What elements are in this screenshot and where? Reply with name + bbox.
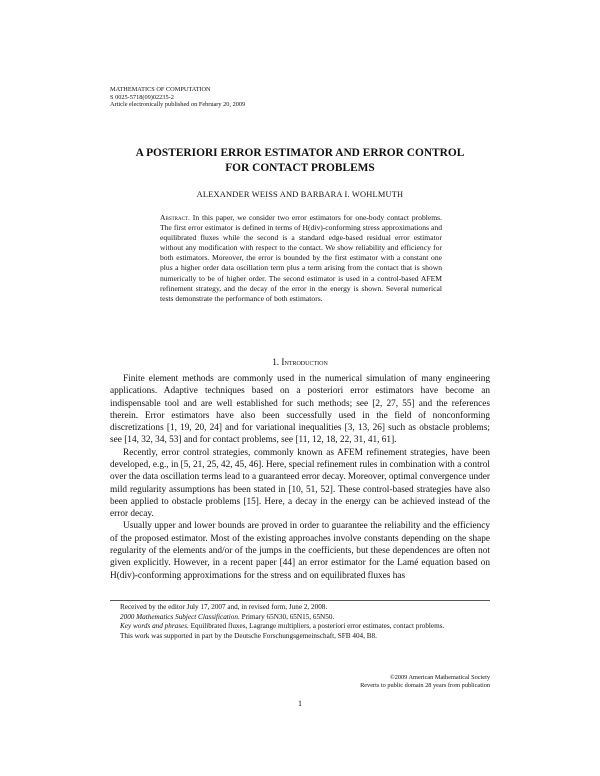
- footnotes: [110, 603, 490, 641]
- abstract-label: Abstract.: [160, 213, 190, 222]
- section-number: 1.: [272, 357, 280, 367]
- footnote-keywords: [110, 622, 490, 632]
- title-line-1: A POSTERIORI ERROR ESTIMATOR AND ERROR CONTROL: [135, 147, 465, 159]
- abstract-text: In this paper, we consider two error estimators for one-body contact problems. The first error estimator is defined in terms of H(div)-conforming stress approximations and equilibrated fluxes while the second is a standard edge-based residual error estimator without any modification with respect to the contact. We show reliability and efficiency for both estimators. Moreover, the error is bounded by the first estimator with a constant one plus a higher order data oscillation term plus a term arising from the contact that is shown numerically to be of higher order. The second estimator is used in a control-based AFEM refinement strategy, and the decay of the error in the energy is shown. Several numerical tests demonstrate the performance of both estimators.: [160, 213, 442, 303]
- paper-title: [110, 146, 490, 176]
- paragraph: Usually upper and lower bounds are proved in order to guarantee the reliability and the efficiency of the proposed estimator. Most of the existing approaches involve constants depending on the shape regularity of the elements and/or of the jumps in the coefficients, but these dependences are often not given explicitly. However, in a recent paper [44] an error estimator for the Lamé equation based on H(div)-conforming approximations for the stress and on equilibrated fluxes has: [110, 521, 490, 581]
- page-number: 1: [298, 699, 302, 708]
- journal-name: MATHEMATICS OF COMPUTATION: [110, 86, 211, 93]
- keywords-label: Key words and phrases.: [120, 622, 189, 631]
- title-line-2: FOR CONTACT PROBLEMS: [225, 162, 375, 174]
- footnote-divider: [110, 600, 490, 601]
- issn: S 0025-5718(09)02235-2: [110, 93, 174, 101]
- footnote-support: This work was supported in part by the Deutsche Forschungsgemeinschaft, SFB 404, B8.: [120, 631, 377, 640]
- publication-date: Article electronically published on February 20, 2009: [110, 101, 246, 109]
- copyright-line-2: Reverts to public domain 28 years from publication: [360, 681, 490, 689]
- abstract: [160, 213, 442, 304]
- section-heading: [110, 357, 490, 367]
- body-text: [110, 373, 490, 582]
- msc-label: 2000 Mathematics Subject Classification.: [120, 612, 240, 621]
- paragraph: Finite element methods are commonly used in the numerical simulation of many engineering applications. Adaptive techniques based on a posteriori error estimators have become an indispensable tool and are well established for such methods; see [2, 27, 55] and the references therein. Error estimators have also been successfully used in the field of nonconforming discretizations [1, 19, 20, 24] and for variational inequalities [3, 13, 26] such as obstacle problems; see [14, 32, 34, 53] and for contact problems, see [11, 12, 18, 22, 31, 41, 61].: [110, 374, 490, 446]
- msc-text: Primary 65N30, 65N15, 65N50.: [241, 612, 335, 621]
- copyright-line-1: ©2009 American Mathematical Society: [389, 674, 490, 681]
- section-title: Introduction: [281, 357, 328, 367]
- paragraph: Recently, error control strategies, commonly known as AFEM refinement strategies, have been developed, e.g., in [5, 21, 25, 42, 45, 46]. Here, special refinement rules in combination with a control over the data oscillation terms lead to a guaranteed error decay. Moreover, optimal convergence under mild regularity assumptions has been stated in [10, 51, 52]. These control-based strategies have also been applied to obstacle problems [15]. Here, a decay in the energy can be achieved instead of the error decay.: [110, 447, 490, 520]
- footnote-received: Received by the editor July 17, 2007 and, in revised form, June 2, 2008.: [120, 603, 328, 611]
- authors: ALEXANDER WEISS AND BARBARA I. WOHLMUTH: [196, 190, 404, 199]
- copyright: [360, 674, 490, 689]
- footnote-msc: [110, 613, 490, 623]
- journal-header: [110, 86, 245, 109]
- keywords-text: Equilibrated fluxes, Lagrange multipliers, a posteriori error estimates, contact problems.: [190, 622, 445, 631]
